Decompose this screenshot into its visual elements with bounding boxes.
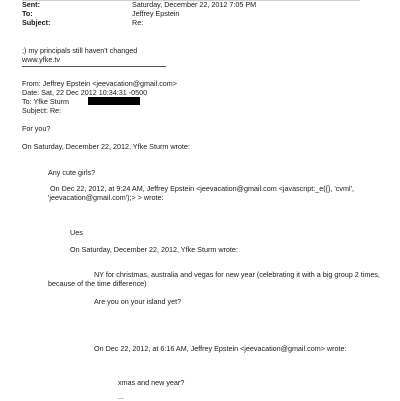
reply-line: ;) my principals still haven't changed <box>22 46 138 55</box>
sent-label: Sent: <box>22 0 40 9</box>
to-label: To: <box>22 9 33 18</box>
to-value: Jeffrey Epstein <box>132 9 180 18</box>
ues-line: Ues <box>70 228 83 237</box>
quoted-from: From: Jeffrey Epstein <jeevacation@gmail.com> <box>22 79 177 88</box>
quoted-to-row <box>22 97 69 106</box>
wrote-line-2 <box>48 184 378 202</box>
website-link[interactable]: www.yfke.tv <box>22 55 60 64</box>
ellipsis-line: ... <box>118 392 124 401</box>
quoted-to: To: Yfke Sturm <box>22 97 70 106</box>
any-cute-line: Any cute girls? <box>48 168 96 177</box>
quoted-subject: Subject: Re: <box>22 106 62 115</box>
wrote-line-2-text: On Dec 22, 2012, at 9:24 AM, Jeffrey Epstein <jeevacation@gmail.com <javascript:_e({}, 'cvml', 'jeevacation@gmail.com');> > wrote: <box>48 184 354 202</box>
sent-value: Saturday, December 22, 2012 7:05 PM <box>132 0 257 9</box>
ny-christmas-line: NY for christmas, australia and vegas for new year (celebrating it with a big group 2 times, because of the time difference) <box>48 270 380 288</box>
signature-rule <box>22 66 166 67</box>
wrote-line-1: On Saturday, December 22, 2012, Yfke Sturm wrote: <box>22 142 190 151</box>
island-line: Are you on your island yet? <box>94 297 182 306</box>
wrote-line-3: On Saturday, December 22, 2012, Yfke Sturm wrote: <box>70 245 238 254</box>
subject-value: Re: <box>132 18 144 27</box>
redaction-box <box>88 97 140 105</box>
wrote-line-4: On Dec 22, 2012, at 6:16 AM, Jeffrey Epstein <jeevacation@gmail.com> wrote: <box>94 344 347 353</box>
subject-label: Subject: <box>22 18 51 27</box>
xmas-line: xmas and new year? <box>118 378 185 387</box>
for-you-line: For you? <box>22 124 51 133</box>
quoted-date: Date: Sat, 22 Dec 2012 10:34:31 -0500 <box>22 88 148 97</box>
